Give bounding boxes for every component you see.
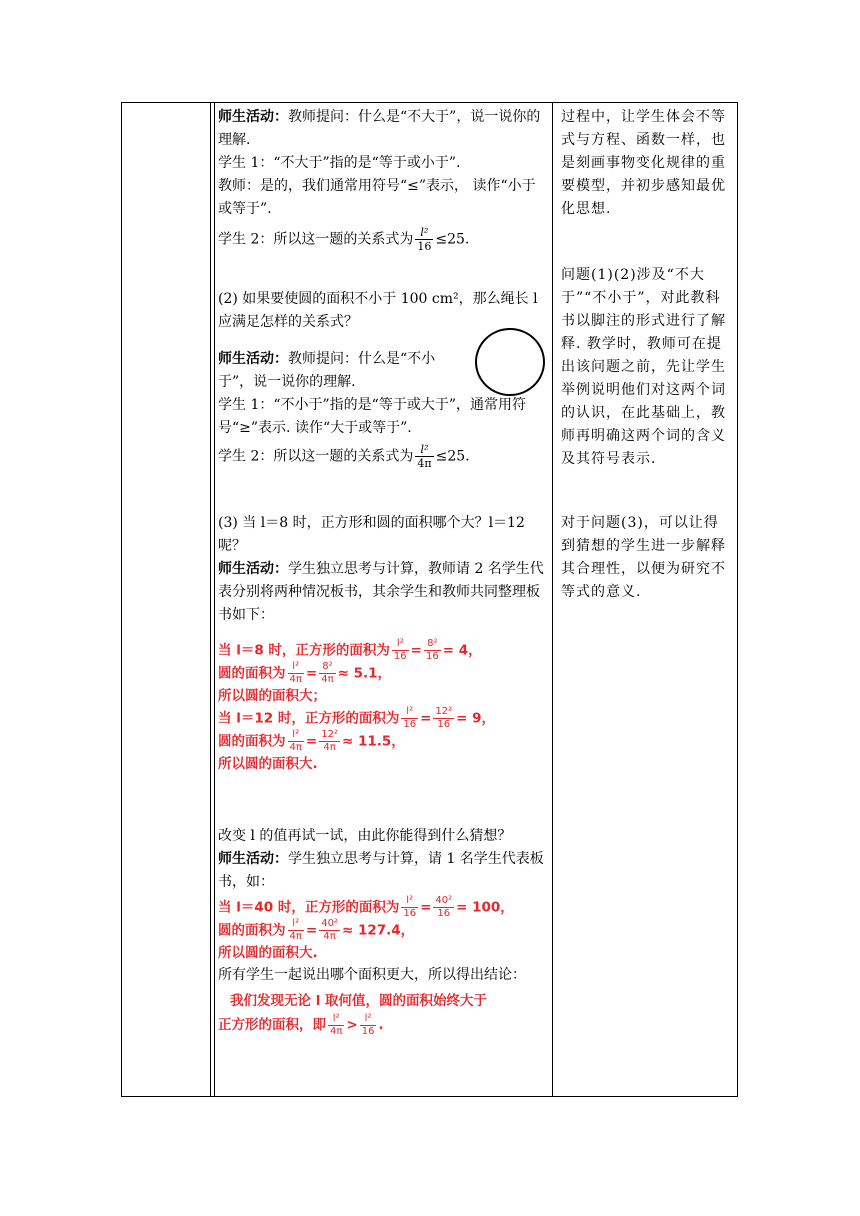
notes-column [561, 106, 733, 221]
student-2-answer: 学生 2：所以这一题的关系式为 $\frac{\text{l²}}{16}$ ≤25. [218, 226, 470, 253]
note-1: 过程中，让学生体会不等式与方程、函数一样，也是刻画事物变化规律的重要模型，并初步感知最优化思想. [561, 109, 726, 217]
conclusion [218, 989, 548, 1037]
question-4: 改变 l 的值再试一试，由此你能得到什么猜想？ [218, 828, 512, 844]
question-3: (3) 当 l＝8 时，正方形和圆的面积哪个大？l＝12 呢？ [218, 515, 525, 554]
column-divider-1 [210, 103, 211, 1096]
student-2-answer: 学生 2：所以这一题的关系式为 $\frac{\text{l²}}{4\pi}$ ≤25. [218, 443, 470, 470]
board-line: 当 l＝12 时，正方形的面积为 $\frac{\text{l²}}{16}$ = $\frac{\text{12²}}{16}$ = 9， [218, 706, 496, 730]
board-line: 圆的面积为 $\frac{\text{l²}}{4\pi}$ = $\frac{\text{12²}}{4\pi}$ ≈ 11.5， [218, 729, 405, 753]
note-3: 对于问题(3)，可以让得到猜想的学生进一步解释其合理性，以便为研究不等式的意义. [561, 515, 726, 600]
notes-column-2 [561, 264, 733, 471]
section-4 [218, 825, 548, 1037]
column-divider-1b [214, 103, 215, 1096]
teacher-question: 教师提问：什么是“不大于”，说一说你的理解. [218, 109, 541, 148]
activity-text: 学生独立思考与计算，教师请 2 名学生代表分别将两种情况板书，其余学生和教师共同整理板书如下： [218, 561, 544, 623]
activity-label: 师生活动： [218, 109, 288, 125]
note-2: 问题(1)(2)涉及“不大于”“不小于”，对此教科书以脚注的形式进行了解释. 教学时，教师可在提出该问题之前，先让学生举例说明他们对这两个词的认识，在此基础上，教师再明确这两个词的含义及其符号表示. [561, 267, 726, 467]
board-line: 当 l＝40 时，正方形的面积为 $\frac{\text{l²}}{16}$ = $\frac{\text{40²}}{16}$ = 100， [218, 895, 514, 919]
teacher-reply: 教师：是的，我们通常用符号“≤”表示， 读作“小于或等于”. [218, 178, 536, 217]
board-work-1 [218, 639, 548, 775]
section-1 [218, 106, 548, 252]
conclusion-intro: 所有学生一起说出哪个面积更大，所以得出结论： [218, 967, 526, 983]
board-line: 所以圆的面积大； [218, 688, 326, 704]
column-divider-2 [552, 103, 553, 1096]
activity-label: 师生活动： [218, 351, 288, 367]
question-2: (2) 如果要使圆的面积不小于 100 cm²，那么绳长 l 应满足怎样的关系式？ [218, 291, 538, 330]
activity-label: 师生活动： [218, 561, 288, 577]
activity-text: 学生独立思考与计算，请 1 名学生代表板书，如： [218, 851, 544, 890]
board-line: 当 l＝8 时，正方形的面积为 $\frac{\text{l²}}{16}$ = $\frac{\text{8²}}{16}$ = 4， [218, 638, 482, 662]
conclusion-line: 我们发现无论 l 取何值，圆的面积始终大于 [230, 993, 488, 1009]
student-1-answer: 学生 1：“不大于”指的是“等于或小于”. [218, 155, 461, 171]
board-line: 所以圆的面积大. [218, 756, 318, 772]
board-line: 圆的面积为 $\frac{\text{l²}}{4\pi}$ = $\frac{\text{8²}}{4\pi}$ ≈ 5.1， [218, 661, 392, 685]
conclusion-line: 正方形的面积，即 $\frac{\text{l²}}{4\pi}$ > $\frac{\text{l²}}{16}$ . [218, 1012, 384, 1037]
board-line: 圆的面积为 $\frac{\text{l²}}{4\pi}$ = $\frac{\text{40²}}{4\pi}$ ≈ 127.4， [218, 918, 415, 942]
board-work-2 [218, 896, 548, 964]
activity-label: 师生活动： [218, 851, 288, 867]
notes-column-3 [561, 512, 733, 604]
section-3 [218, 512, 548, 775]
circle-figure [475, 328, 545, 396]
student-1-answer: 学生 1：“不小于”指的是“等于或大于”，通常用符号“≥”表示. 读作“大于或等于”. [218, 397, 526, 436]
board-line: 所以圆的面积大. [218, 945, 318, 961]
teacher-question: 教师提问：什么是“不小于”，说一说你的理解. [218, 351, 436, 390]
